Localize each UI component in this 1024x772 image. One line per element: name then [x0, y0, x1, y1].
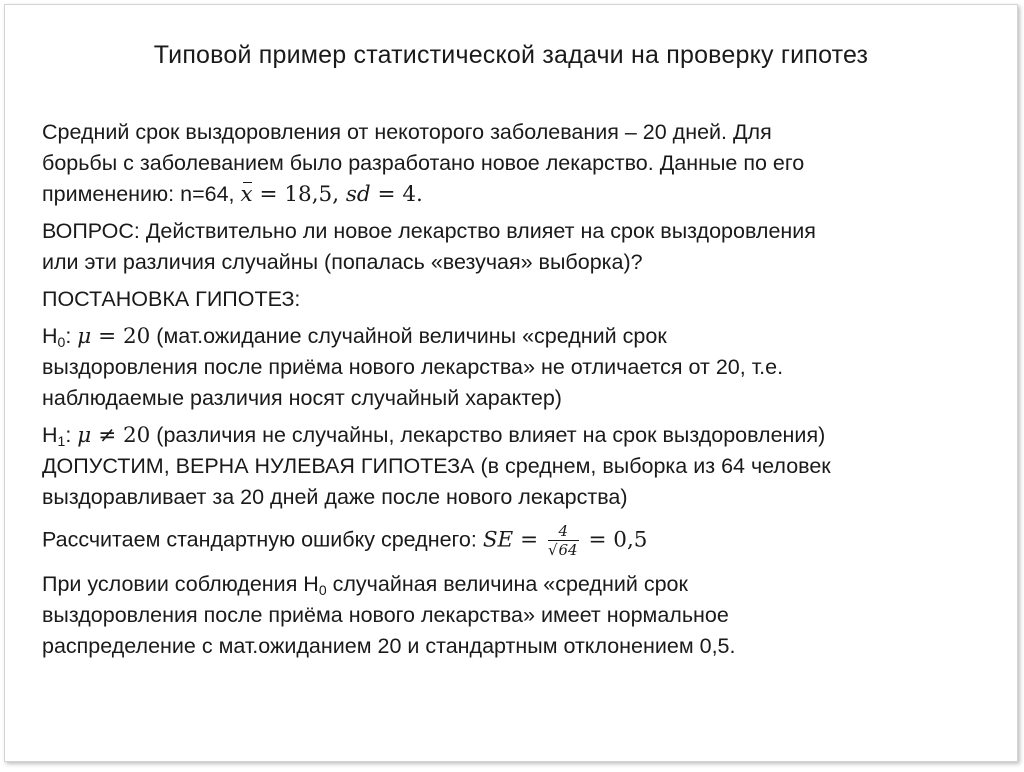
assumption-line-1: ДОПУСТИМ, ВЕРНА НУЛЕВАЯ ГИПОТЕЗА (в среднем, выборка из 64 человек	[42, 454, 831, 478]
sample-mean-symbol: x	[241, 179, 253, 210]
assumption	[42, 451, 995, 513]
conclusion-line-3: распределение с мат.ожиданием 20 и стандартным отклонением 0,5.	[42, 634, 736, 658]
null-hypothesis	[42, 321, 995, 414]
problem-line-3	[42, 179, 995, 210]
problem-line-1: Средний срок выздоровления от некоторого заболевания – 20 дней. Для	[42, 120, 772, 144]
h0-line-3: наблюдаемые различия носят случайный характер)	[42, 386, 562, 410]
se-symbol: SE	[482, 527, 514, 553]
se-denominator	[548, 541, 579, 559]
standard-error-line	[42, 523, 995, 559]
h1-inequality: ≠ 20	[91, 423, 151, 448]
h0-line-1	[42, 321, 995, 352]
assumption-line-2: выздоравливает за 20 дней даже после нового лекарства)	[42, 485, 628, 509]
question-line-2: или эти различия случайны (попалась «везучая» выборка)?	[42, 250, 643, 274]
sqrt-sign: √	[547, 541, 558, 559]
problem-statement	[42, 117, 995, 210]
conclusion-line-1	[42, 569, 995, 600]
question-line-1: ВОПРОС: Действительно ли новое лекарство влияет на срок выздоровления	[42, 219, 816, 243]
h1-colon: :	[65, 423, 78, 447]
conclusion	[42, 569, 995, 662]
se-equals: =	[513, 527, 545, 553]
h1-description: (различия не случайны, лекарство влияет на срок выздоровления)	[150, 423, 826, 447]
alternative-hypothesis	[42, 420, 995, 451]
se-numerator: 4	[548, 523, 579, 541]
h1-mu: μ	[77, 423, 92, 448]
h0-description: (мат.ожидание случайной величины «средний срок	[150, 324, 667, 348]
slide	[4, 4, 1018, 762]
sd-value: = 4.	[370, 182, 423, 207]
h0-line-2: выздоровления после приёма нового лекарства» не отличается от 20, т.е.	[42, 355, 784, 379]
conclusion-text-a: При условии соблюдения H	[42, 572, 319, 596]
slide-title: Типовой пример статистической задачи на проверку гипотез	[153, 41, 869, 69]
se-result: = 0,5	[581, 527, 648, 553]
conclusion-subscript: 0	[318, 582, 327, 598]
h0-colon: :	[65, 324, 78, 348]
h0-mu: μ	[77, 324, 92, 349]
sd-symbol: sd	[345, 182, 371, 207]
h0-subscript: 0	[57, 334, 66, 350]
h0-label: H	[42, 324, 58, 348]
conclusion-text-b: случайная величина «средний срок	[326, 572, 688, 596]
h1-subscript: 1	[57, 433, 66, 449]
problem-data-text: применению: n=64,	[42, 182, 241, 206]
sample-mean-value: = 18,5,	[252, 182, 346, 207]
hypotheses-heading: ПОСТАНОВКА ГИПОТЕЗ:	[42, 287, 301, 311]
question	[42, 216, 995, 278]
slide-content	[42, 117, 995, 662]
problem-line-2: борьбы с заболеванием было разработано новое лекарство. Данные по его	[42, 151, 805, 175]
se-text: Рассчитаем стандартную ошибку среднего:	[42, 527, 483, 552]
se-fraction	[548, 523, 579, 559]
h1-label: H	[42, 423, 58, 447]
conclusion-line-2: выздоровления после приёма нового лекарства» имеет нормальное	[42, 603, 729, 627]
se-radicand: 64	[558, 541, 578, 559]
h0-equation: = 20	[91, 324, 151, 349]
